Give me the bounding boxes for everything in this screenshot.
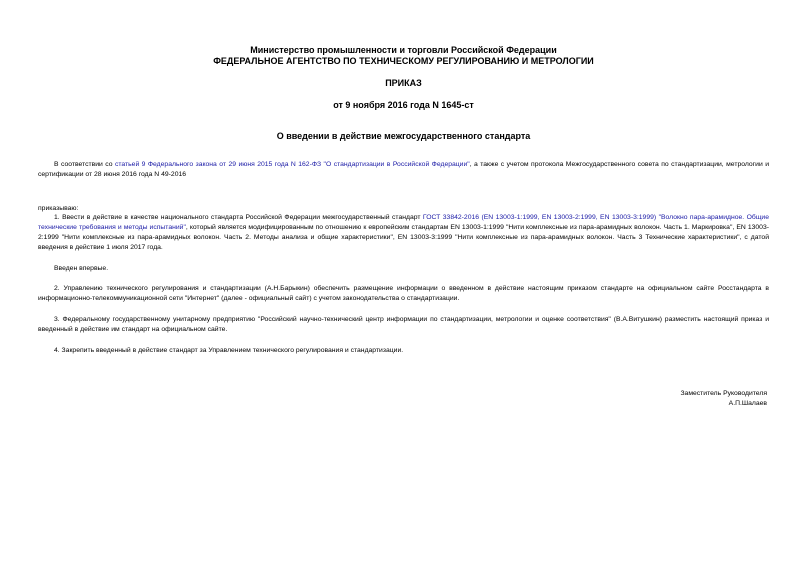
item-4-paragraph: 4. Закрепить введенный в действие стандарт за Управлением технического регулирования и стандартизации. [54,347,404,354]
doc-type-heading: ПРИКАЗ [385,78,422,88]
ministry-heading: Министерство промышленности и торговли Российской Федерации [250,45,557,55]
item-1-rest: , который является модифицированным по отношению к европейским стандартам EN 13003-1:1999 "Нити комплексные из пара-арамидных волокон. Часть 1. Маркировка", EN 13003-2:1999 "Нити комплексные из пара-арамидных волокон. Часть 2. Методы анализа и общие характеристики", EN 13003-3:1999 "Нити комплексные из пара-арамидных волокон. Часть 3 Технические характеристики", с датой введения в действие 1 июля 2017 года. [38,224,770,251]
signature-position: Заместитель Руководителя [680,390,767,397]
preamble-paragraph [38,160,769,180]
introduced-first-note: Введен впервые. [54,265,109,272]
item-1-lead: 1. Ввести в действие в качестве национального стандарта Российской Федерации межгосударственный стандарт [54,214,423,221]
preamble-rest: , а также с учетом протокола Межгосударственного совета по стандартизации, метрологии и сертификации от 28 июня 2016 года N 49-2016 [38,161,769,178]
subject-heading: О введении в действие межгосударственного стандарта [276,131,531,141]
date-number-heading: от 9 ноября 2016 года N 1645-ст [333,100,474,110]
signature-name: А.П.Шалаев [728,400,767,407]
law-link[interactable]: статьей 9 Федерального закона от 29 июня 2015 года N 162-ФЗ "О стандартизации в Российской Федерации" [114,161,470,168]
item-1-paragraph [38,213,769,253]
item-2-paragraph: 2. Управлению технического регулирования и стандартизации (А.Н.Барыкин) обеспечить размещение информации о введенном в действие настоящим приказом стандарте на официальном сайте Росстандарта в информационно-телекоммуникационной сети "Интернет" (далее - официальный сайт) с учетом законодательства о стандартизации. [38,285,769,302]
gost-link[interactable]: ГОСТ 33842-2016 (EN 13003-1:1999, EN 13003-2:1999, EN 13003-3:1999) "Волокно пара-арамидное. Общие технические требования и методы испытаний" [38,214,769,231]
preamble-lead: В соответствии со [54,161,115,168]
item-3-paragraph: 3. Федеральному государственному унитарному предприятию "Российский научно-технический центр информации по стандартизации, метрологии и оценке соответствия" (В.А.Витушкин) разместить настоящий приказ и введенный в действие им стандарт на официальном сайте. [38,316,769,333]
agency-heading: ФЕДЕРАЛЬНОЕ АГЕНТСТВО ПО ТЕХНИЧЕСКОМУ РЕГУЛИРОВАНИЮ И МЕТРОЛОГИИ [213,56,594,66]
order-word: приказываю: [38,205,79,212]
